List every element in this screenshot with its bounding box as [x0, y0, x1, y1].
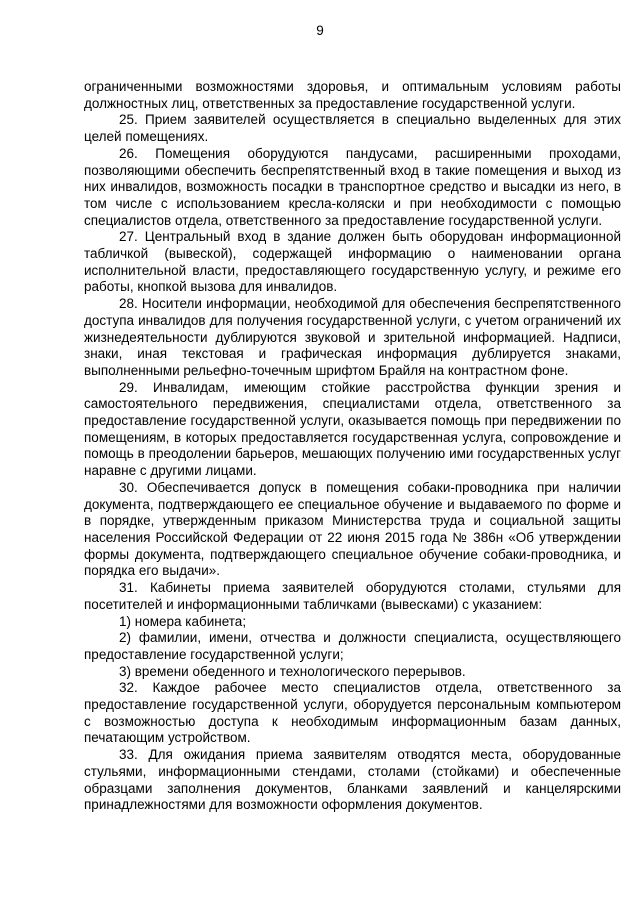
paragraph-28: 28. Носители информации, необходимой для обеспечения беспрепятственного доступа инвалидов для получения государственной услуги, с учетом ограничений их жизнедеятельности дублируются звуковой и зрительной информацией. Надписи, знаки, иная текстовая и графическая информация дублируется знаками, выполненными рельефно-точечным шрифтом Брайля на контрастном фоне. — [84, 296, 621, 378]
paragraph-29: 29. Инвалидам, имеющим стойкие расстройства функции зрения и самостоятельного передвижения, специалистами отдела, ответственного за предоставление государственной услуги, оказывается помощь при передвижении по помещениям, в которых предоставляется государственная услуга, сопровождение и помощь в преодолении барьеров, мешающих получению ими государственных услуг наравне с другими лицами. — [84, 379, 621, 479]
page-number: 9 — [316, 23, 324, 38]
paragraph-continuation: ограниченными возможностями здоровья, и оптимальным условиям работы должностных лиц, ответственных за предоставление государственной услуги. — [84, 79, 621, 111]
paragraph-25: 25. Прием заявителей осуществляется в специально выделенных для этих целей помещениях. — [84, 112, 621, 145]
paragraph-31: 31. Кабинеты приема заявителей оборудуются столами, стульями для посетителей и информационными табличками (вывесками) с указанием: — [84, 580, 621, 612]
paragraph-32: 32. Каждое рабочее место специалистов отдела, ответственного за предоставление государственной услуги, оборудуется персональным компьютером с возможностью доступа к необходимым информационным базам данных, печатающим устройством. — [84, 680, 621, 746]
paragraph-26: 26. Помещения оборудуются пандусами, расширенными проходами, позволяющими обеспечить беспрепятственный вход в такие помещения и выход из них инвалидов, возможность посадки в транспортное средство и высадки из него, в том числе с использованием кресла-коляски и при необходимости с помощью специалистов отдела, ответственного за предоставление государственной услуги. — [84, 145, 621, 228]
list-item-1: 1) номера кабинета; — [119, 613, 247, 629]
paragraph-30: 30. Обеспечивается допуск в помещения собаки-проводника при наличии документа, подтверждающего ее специальное обучение и выдаваемого по форме и в порядке, утвержденным приказом Министерства труда и социальной защиты населения Российской Федерации от 22 июня 2015 года № 386н «Об утверждении формы документа, подтверждающего специальное обучение собаки-проводника, и порядка его выдачи». — [84, 479, 621, 579]
list-item-2: 2) фамилии, имени, отчества и должности специалиста, осуществляющего предоставление государственной услуги; — [84, 630, 621, 662]
document-body — [84, 79, 621, 814]
paragraph-33: 33. Для ожидания приема заявителям отводятся места, оборудованные стульями, информационными стендами, столами (стойками) и обеспеченные образцами заполнения документов, бланками заявлений и канцелярскими принадлежностями для возможности оформления документов. — [84, 747, 621, 813]
list-item-3: 3) времени обеденного и технологического перерывов. — [119, 663, 466, 679]
paragraph-27: 27. Центральный вход в здание должен быть оборудован информационной табличкой (вывеской), содержащей информацию о наименовании органа исполнительной власти, предоставляющего государственную услугу, и режиме его работы, кнопкой вызова для инвалидов. — [84, 229, 621, 295]
